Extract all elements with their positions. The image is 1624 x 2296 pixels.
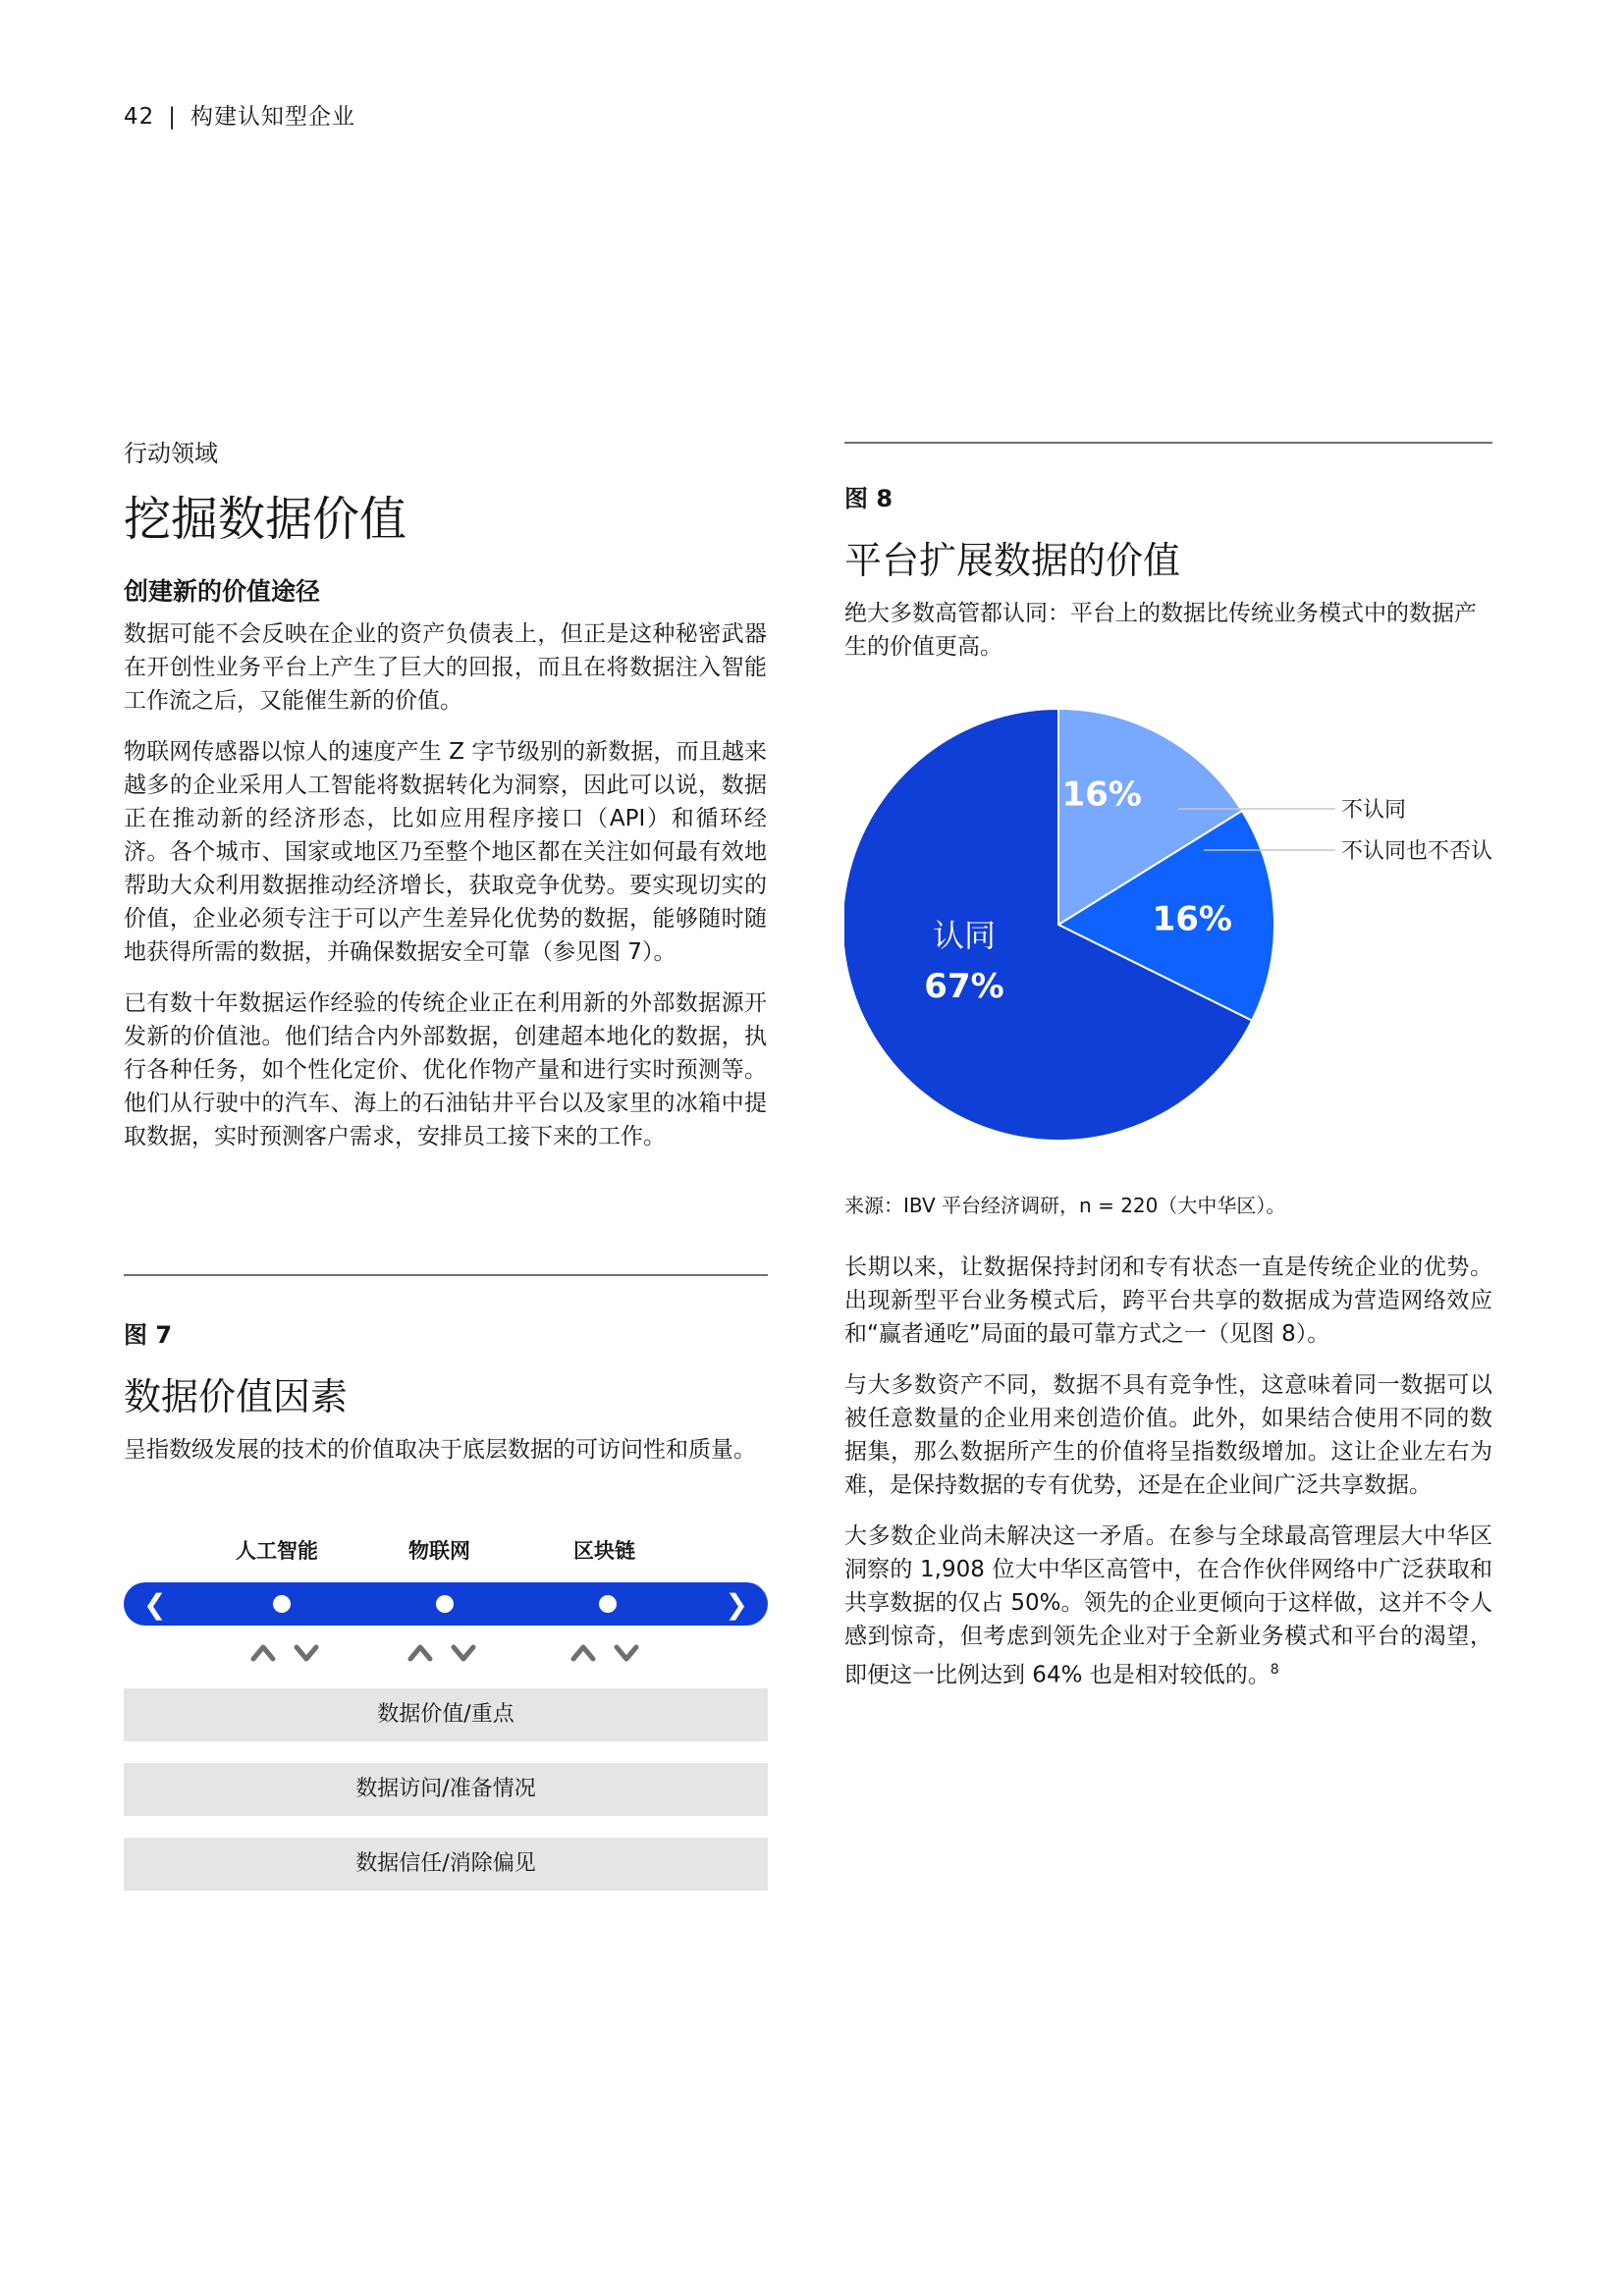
body-paragraph-text: 大多数企业尚未解决这一矛盾。在参与全球最高管理层大中华区洞察的 1,908 位大中华区高管中，在合作伙伴网络中广泛获取和共享数据的仅占 50%。领先的企业更倾向于这样做，这并不令人感到惊奇，但考虑到领先企业对于全新业务模式和平台的渴望，即便这一比例达到 64% 也是相对较低的。 — [844, 1523, 1492, 1688]
chevron-down-icon — [617, 1647, 636, 1659]
divider — [124, 1274, 768, 1276]
subhead: 创建新的价值途径 — [124, 576, 321, 606]
chevron-down-icon — [297, 1647, 316, 1659]
header-separator: | — [168, 104, 178, 130]
dot-ai — [273, 1595, 291, 1613]
page-header — [124, 98, 355, 131]
body-paragraph — [844, 1520, 1492, 1692]
tech-label-iot: 物联网 — [408, 1539, 470, 1563]
technology-bar — [124, 1582, 768, 1626]
doc-title: 构建认知型企业 — [190, 104, 356, 130]
slice-value-label: 16% — [1061, 774, 1142, 815]
up-down-chevrons — [245, 1637, 658, 1667]
slice-name-label: 认同 — [932, 917, 997, 954]
chevron-down-icon — [454, 1647, 473, 1659]
chevron-up-icon — [573, 1647, 593, 1659]
factor-box-access: 数据访问/准备情况 — [124, 1763, 768, 1816]
slice-value-label: 16% — [1152, 899, 1232, 939]
page-number: 42 — [124, 104, 155, 130]
factor-box-value: 数据价值/重点 — [124, 1688, 768, 1741]
fig8-source: 来源：IBV 平台经济调研，n = 220（大中华区）。 — [844, 1194, 1286, 1217]
body-paragraph: 数据可能不会反映在企业的资产负债表上，但正是这种秘密武器在开创性业务平台上产生了巨大的回报，而且在将数据注入智能工作流之后，又能催生新的价值。 — [124, 620, 767, 714]
chevron-up-icon — [410, 1647, 430, 1659]
left-column — [124, 434, 767, 1153]
fig8-description: 绝大多数高管都认同：平台上的数据比传统业务模式中的数据产生的价值更高。 — [844, 601, 1477, 660]
legend-label: 不认同也不否认 — [1341, 839, 1493, 864]
chevron-right-icon: ❯ — [725, 1588, 748, 1621]
body-paragraph: 与大多数资产不同，数据不具有竞争性，这意味着同一数据可以被任意数量的企业用来创造价值。此外，如果结合使用不同的数据集，那么数据所产生的价值将呈指数级增加。这让企业左右为难，是保持数据的专有优势，还是在企业间广泛共享数据。 — [844, 1372, 1492, 1498]
fig8-label: 图 8 — [844, 485, 893, 512]
divider — [844, 442, 1492, 444]
body-paragraph: 物联网传感器以惊人的速度产生 Z 字节级别的新数据，而且越来越多的企业采用人工智能将数据转化为洞察，因此可以说，数据正在推动新的经济形态，比如应用程序接口（API）和循环经济。各个城市、国家或地区乃至整个地区都在关注如何最有效地帮助大众利用数据推动经济增长，获取竞争优势。要实现切实的价值，企业必须专注于可以产生差异化优势的数据，能够随时随地获得所需的数据，并确保数据安全可靠（参见图 7）。 — [124, 738, 767, 965]
body-paragraph: 已有数十年数据运作经验的传统企业正在利用新的外部数据源开发新的价值池。他们结合内外部数据，创建超本地化的数据，执行各种任务，如个性化定价、优化作物产量和进行实时预测等。他们从行驶中的汽车、海上的石油钻井平台以及家里的冰箱中提取数据，实时预测客户需求，安排员工接下来的工作。 — [124, 989, 767, 1149]
dot-iot — [436, 1595, 454, 1613]
right-column — [844, 1251, 1492, 1692]
fig7-title: 数据价值因素 — [124, 1375, 349, 1418]
dot-blockchain — [599, 1595, 617, 1613]
footnote-ref: 8 — [1270, 1662, 1279, 1678]
chevron-up-icon — [253, 1647, 273, 1659]
tech-label-blockchain: 区块链 — [573, 1539, 635, 1563]
fig8-title: 平台扩展数据的价值 — [844, 539, 1181, 582]
factor-box-trust: 数据信任/消除偏见 — [124, 1838, 768, 1891]
section-label: 行动领域 — [124, 440, 218, 467]
fig7-description: 呈指数级发展的技术的价值取决于底层数据的可访问性和质量。 — [124, 1437, 756, 1463]
legend-label: 不认同 — [1341, 798, 1407, 823]
body-paragraph: 长期以来，让数据保持封闭和专有状态一直是传统企业的优势。出现新型平台业务模式后，跨平台共享的数据成为营造网络效应和“赢者通吃”局面的最可靠方式之一（见图 8）。 — [844, 1255, 1492, 1347]
slice-value-label: 67% — [924, 967, 1004, 1006]
main-title: 挖掘数据价值 — [124, 492, 407, 547]
fig7-label: 图 7 — [124, 1321, 173, 1349]
tech-label-ai: 人工智能 — [236, 1539, 318, 1563]
chevron-left-icon: ❮ — [143, 1588, 167, 1621]
pie-chart — [844, 707, 1532, 1158]
